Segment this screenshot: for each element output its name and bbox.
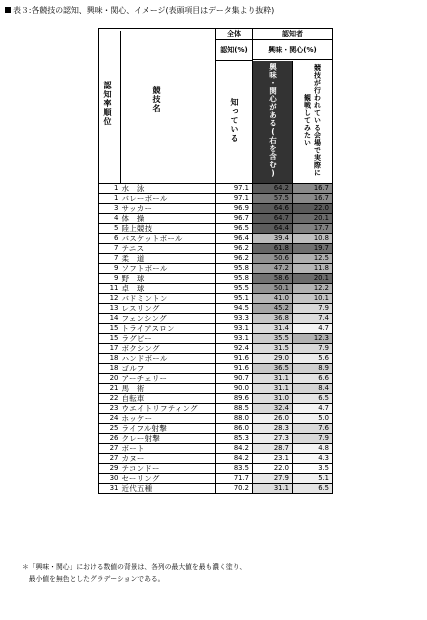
- kyomi-cell: 26.0: [253, 414, 293, 424]
- table-row: [99, 254, 333, 264]
- kyomi-cell: 31.1: [253, 384, 293, 394]
- kaijo-cell: 16.7: [293, 194, 333, 204]
- ninchi-cell: 95.1: [216, 294, 253, 304]
- kyomi-cell: 50.1: [253, 284, 293, 294]
- kaijo-cell: 20.1: [293, 274, 333, 284]
- ninchi-cell: 91.6: [216, 364, 253, 374]
- kaijo-cell: 5.1: [293, 474, 333, 484]
- ninchi-cell: 96.9: [216, 204, 253, 214]
- kyomi-cell: 31.0: [253, 394, 293, 404]
- kaijo-cell: 8.9: [293, 364, 333, 374]
- table-row: [99, 214, 333, 224]
- sport-name-cell: カヌー: [121, 454, 216, 464]
- header-ninchi-pct: 認知(%): [216, 40, 253, 61]
- kyomi-cell: 36.5: [253, 364, 293, 374]
- kaijo-cell: 7.9: [293, 304, 333, 314]
- table-row: [99, 244, 333, 254]
- ninchi-cell: 95.5: [216, 284, 253, 294]
- ninchi-cell: 93.1: [216, 334, 253, 344]
- table-row: [99, 474, 333, 484]
- header-sport: 競技名: [152, 86, 161, 113]
- rank-cell: 5: [99, 224, 121, 234]
- sport-name-cell: 自転車: [121, 394, 216, 404]
- rank-cell: 27: [99, 444, 121, 454]
- ninchi-cell: 96.2: [216, 244, 253, 254]
- table-row: [99, 194, 333, 204]
- table-row: [99, 274, 333, 284]
- ninchi-cell: 71.7: [216, 474, 253, 484]
- kaijo-cell: 6.6: [293, 374, 333, 384]
- kyomi-cell: 39.4: [253, 234, 293, 244]
- kyomi-cell: 27.3: [253, 434, 293, 444]
- kaijo-cell: 8.4: [293, 384, 333, 394]
- ninchi-cell: 97.1: [216, 194, 253, 204]
- rank-cell: 3: [99, 204, 121, 214]
- sport-name-cell: 体 操: [121, 214, 216, 224]
- kaijo-cell: 16.7: [293, 184, 333, 194]
- header-blank: [99, 29, 216, 184]
- table-row: [99, 344, 333, 354]
- table-row: [99, 314, 333, 324]
- rank-cell: 24: [99, 414, 121, 424]
- rank-cell: 15: [99, 334, 121, 344]
- sport-name-cell: クレー射撃: [121, 434, 216, 444]
- table-row: [99, 234, 333, 244]
- table-row: [99, 294, 333, 304]
- kyomi-cell: 58.6: [253, 274, 293, 284]
- rank-cell: 1: [99, 184, 121, 194]
- sport-name-cell: テニス: [121, 244, 216, 254]
- sport-name-cell: フェンシング: [121, 314, 216, 324]
- table-row: [99, 434, 333, 444]
- rank-cell: 9: [99, 264, 121, 274]
- ninchi-cell: 96.2: [216, 254, 253, 264]
- sport-name-cell: サッカー: [121, 204, 216, 214]
- sport-name-cell: ソフトボール: [121, 264, 216, 274]
- kyomi-cell: 36.8: [253, 314, 293, 324]
- ninchi-cell: 93.3: [216, 314, 253, 324]
- table-row: [99, 354, 333, 364]
- ninchi-cell: 85.3: [216, 434, 253, 444]
- kyomi-cell: 61.8: [253, 244, 293, 254]
- kaijo-cell: 11.8: [293, 264, 333, 274]
- kyomi-cell: 22.0: [253, 464, 293, 474]
- rank-cell: 27: [99, 454, 121, 464]
- ninchi-cell: 92.4: [216, 344, 253, 354]
- sport-name-cell: ホッケー: [121, 414, 216, 424]
- kaijo-cell: 10.8: [293, 234, 333, 244]
- rank-cell: 30: [99, 474, 121, 484]
- sport-name-cell: ウエイトリフティング: [121, 404, 216, 414]
- kaijo-cell: 6.5: [293, 484, 333, 494]
- sport-name-cell: 水 泳: [121, 184, 216, 194]
- kyomi-cell: 41.0: [253, 294, 293, 304]
- ninchi-cell: 97.1: [216, 184, 253, 194]
- kaijo-cell: 3.5: [293, 464, 333, 474]
- kaijo-cell: 19.7: [293, 244, 333, 254]
- rank-cell: 26: [99, 434, 121, 444]
- table-row: [99, 364, 333, 374]
- sports-table: [98, 28, 333, 494]
- sport-name-cell: ボクシング: [121, 344, 216, 354]
- sport-name-cell: バスケットボール: [121, 234, 216, 244]
- rank-cell: 23: [99, 404, 121, 414]
- table-row: [99, 264, 333, 274]
- rank-cell: 15: [99, 324, 121, 334]
- table-row: [99, 444, 333, 454]
- kaijo-cell: 22.0: [293, 204, 333, 214]
- kyomi-cell: 57.5: [253, 194, 293, 204]
- kyomi-cell: 28.7: [253, 444, 293, 454]
- ninchi-cell: 96.4: [216, 234, 253, 244]
- rank-cell: 31: [99, 484, 121, 494]
- ninchi-cell: 96.5: [216, 224, 253, 234]
- rank-cell: 17: [99, 344, 121, 354]
- ninchi-cell: 90.7: [216, 374, 253, 384]
- kaijo-cell: 20.1: [293, 214, 333, 224]
- sport-name-cell: セーリング: [121, 474, 216, 484]
- kyomi-cell: 27.9: [253, 474, 293, 484]
- header-kaijo: 競技が行われている会場で実際に観戦してみたい: [293, 61, 333, 184]
- sport-name-cell: 近代五種: [121, 484, 216, 494]
- rank-cell: 7: [99, 254, 121, 264]
- kyomi-cell: 47.2: [253, 264, 293, 274]
- ninchi-cell: 88.5: [216, 404, 253, 414]
- kaijo-cell: 7.9: [293, 344, 333, 354]
- table-row: [99, 484, 333, 494]
- kyomi-cell: 35.5: [253, 334, 293, 344]
- table-row: [99, 304, 333, 314]
- sport-name-cell: 馬 術: [121, 384, 216, 394]
- rank-cell: 12: [99, 294, 121, 304]
- kyomi-cell: 29.0: [253, 354, 293, 364]
- ninchi-cell: 86.0: [216, 424, 253, 434]
- kaijo-cell: 7.6: [293, 424, 333, 434]
- kaijo-cell: 17.7: [293, 224, 333, 234]
- rank-cell: 1: [99, 194, 121, 204]
- kaijo-cell: 7.4: [293, 314, 333, 324]
- kaijo-cell: 4.7: [293, 324, 333, 334]
- table-row: [99, 324, 333, 334]
- sport-name-cell: 野 球: [121, 274, 216, 284]
- rank-cell: 22: [99, 394, 121, 404]
- rank-cell: 7: [99, 244, 121, 254]
- kyomi-cell: 31.5: [253, 344, 293, 354]
- sport-name-cell: バレーボール: [121, 194, 216, 204]
- rank-cell: 14: [99, 314, 121, 324]
- rank-cell: 9: [99, 274, 121, 284]
- table-row: [99, 384, 333, 394]
- table-row: [99, 464, 333, 474]
- sport-name-cell: 陸上競技: [121, 224, 216, 234]
- rank-cell: 6: [99, 234, 121, 244]
- sport-name-cell: レスリング: [121, 304, 216, 314]
- table-row: [99, 224, 333, 234]
- table-row: [99, 184, 333, 194]
- square-bullet-icon: [5, 7, 11, 13]
- kaijo-cell: 6.5: [293, 394, 333, 404]
- sport-name-cell: ボート: [121, 444, 216, 454]
- table-row: [99, 284, 333, 294]
- rank-cell: 18: [99, 364, 121, 374]
- sport-name-cell: トライアスロン: [121, 324, 216, 334]
- header-ninchisha: 認知者: [253, 29, 333, 40]
- rank-cell: 11: [99, 284, 121, 294]
- rank-cell: 29: [99, 464, 121, 474]
- table-row: [99, 374, 333, 384]
- ninchi-cell: 70.2: [216, 484, 253, 494]
- kyomi-cell: 28.3: [253, 424, 293, 434]
- kaijo-cell: 12.5: [293, 254, 333, 264]
- kaijo-cell: 10.1: [293, 294, 333, 304]
- ninchi-cell: 91.6: [216, 354, 253, 364]
- kyomi-cell: 50.6: [253, 254, 293, 264]
- kyomi-cell: 23.1: [253, 454, 293, 464]
- sport-name-cell: ゴルフ: [121, 364, 216, 374]
- kyomi-cell: 64.2: [253, 184, 293, 194]
- header-kyomi-pct: 興味・関心(%): [253, 40, 333, 60]
- ninchi-cell: 84.2: [216, 454, 253, 464]
- table-row: [99, 414, 333, 424]
- kaijo-cell: 4.3: [293, 454, 333, 464]
- ninchi-cell: 84.2: [216, 444, 253, 454]
- kyomi-cell: 31.1: [253, 374, 293, 384]
- table-title: 表３:各競技の認知、興味・関心、イメージ(表頭項目はデータ集より抜粋): [5, 5, 274, 16]
- rank-cell: 20: [99, 374, 121, 384]
- rank-cell: 21: [99, 384, 121, 394]
- ninchi-cell: 95.8: [216, 274, 253, 284]
- kaijo-cell: 7.9: [293, 434, 333, 444]
- rank-cell: 13: [99, 304, 121, 314]
- table-row: [99, 424, 333, 434]
- kyomi-cell: 64.6: [253, 204, 293, 214]
- header-zentai: 全体: [216, 29, 253, 40]
- footnote: ＊「興味・関心」における数値の背景は、各列の最大値を最も濃く塗り、 最小値を無色としたグラデーションである。: [22, 563, 247, 583]
- sport-name-cell: ラグビー: [121, 334, 216, 344]
- table-row: [99, 204, 333, 214]
- ninchi-cell: 89.6: [216, 394, 253, 404]
- kyomi-cell: 31.1: [253, 484, 293, 494]
- rank-cell: 4: [99, 214, 121, 224]
- kaijo-cell: 12.2: [293, 284, 333, 294]
- kyomi-cell: 32.4: [253, 404, 293, 414]
- ninchi-cell: 96.7: [216, 214, 253, 224]
- sport-name-cell: 卓 球: [121, 284, 216, 294]
- table-row: [99, 334, 333, 344]
- ninchi-cell: 90.0: [216, 384, 253, 394]
- kaijo-cell: 5.0: [293, 414, 333, 424]
- ninchi-cell: 95.8: [216, 264, 253, 274]
- sport-name-cell: バドミントン: [121, 294, 216, 304]
- sport-name-cell: ライフル射撃: [121, 424, 216, 434]
- rank-cell: 25: [99, 424, 121, 434]
- table-row: [99, 454, 333, 464]
- kaijo-cell: 12.3: [293, 334, 333, 344]
- kyomi-cell: 64.7: [253, 214, 293, 224]
- sport-name-cell: ハンドボール: [121, 354, 216, 364]
- table-row: [99, 394, 333, 404]
- ninchi-cell: 83.5: [216, 464, 253, 474]
- sport-name-cell: テコンドー: [121, 464, 216, 474]
- ninchi-cell: 93.1: [216, 324, 253, 334]
- header-rank: 認知率順位: [103, 81, 112, 126]
- kaijo-cell: 5.6: [293, 354, 333, 364]
- ninchi-cell: 94.5: [216, 304, 253, 314]
- header-kyomi-aru: 興味・関心がある(右を含む): [253, 61, 293, 184]
- header-shitteiru: 知っている: [216, 61, 253, 184]
- sport-name-cell: アーチェリー: [121, 374, 216, 384]
- kyomi-cell: 31.4: [253, 324, 293, 334]
- kaijo-cell: 4.7: [293, 404, 333, 414]
- table-row: [99, 404, 333, 414]
- sport-name-cell: 柔 道: [121, 254, 216, 264]
- ninchi-cell: 88.0: [216, 414, 253, 424]
- kyomi-cell: 45.2: [253, 304, 293, 314]
- kaijo-cell: 4.8: [293, 444, 333, 454]
- kyomi-cell: 64.4: [253, 224, 293, 234]
- rank-cell: 18: [99, 354, 121, 364]
